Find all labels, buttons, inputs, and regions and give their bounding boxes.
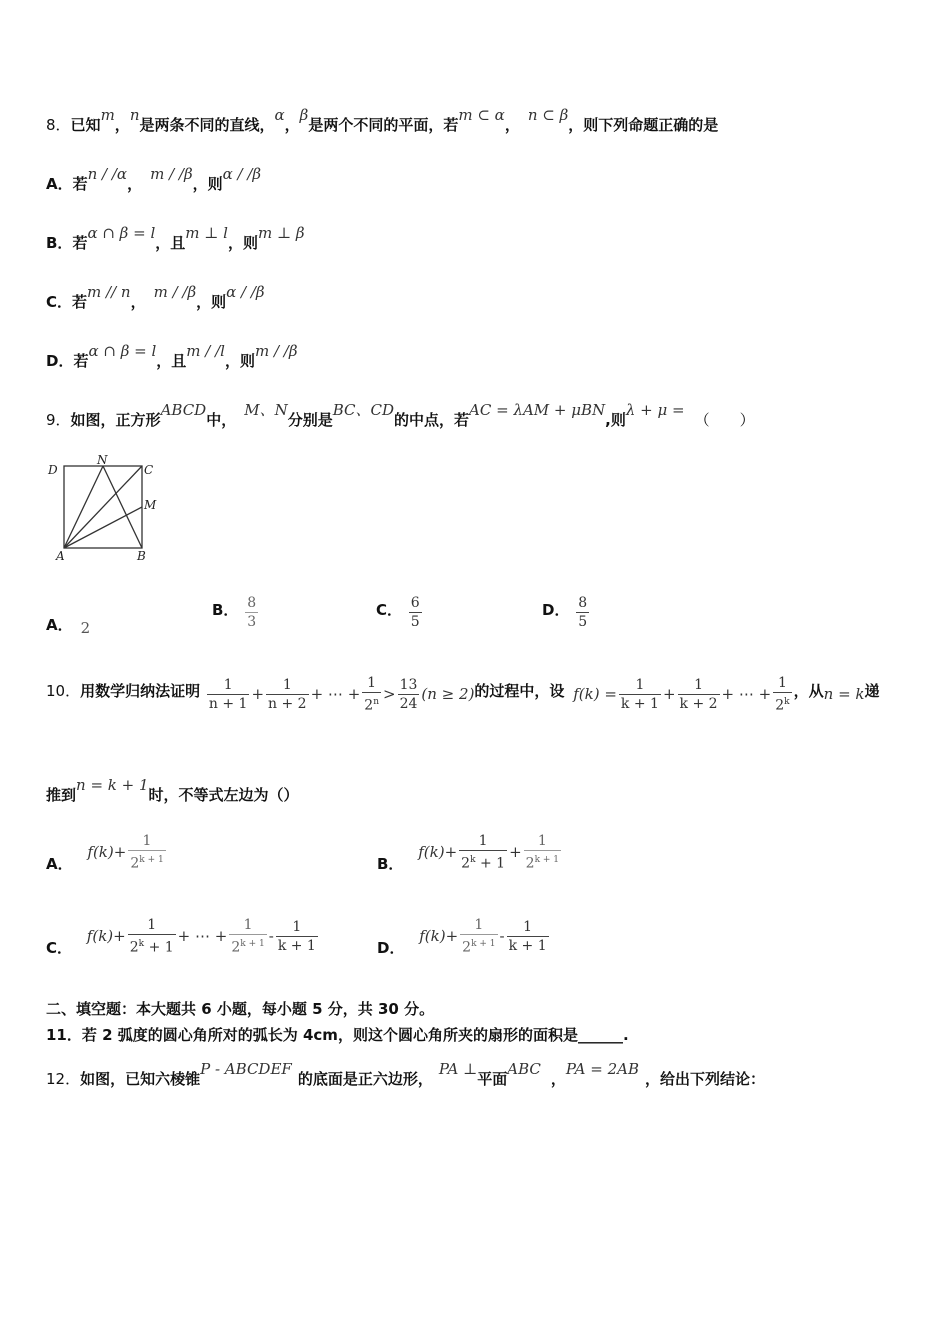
label-d: D <box>48 463 58 477</box>
segment-bn <box>103 466 142 548</box>
q10-option-c: C． f(k)+ $\frac{1}{2^k + 1}$ + ⋯ + $\frac{1}{2^{k + 1}}$ - $\frac{1}{k + 1}$ <box>46 917 316 957</box>
q9-option-d: D． $\frac{8}{5}$ <box>542 595 588 630</box>
q9-option-a: A． 2 <box>46 616 91 637</box>
q10-option-d: D． f(k)+ $\frac{1}{2^{k + 1}}$ - $\frac{1}{k + 1}$ <box>377 917 547 957</box>
label-n: N <box>97 453 108 467</box>
label-b: B <box>137 549 146 563</box>
q10-option-a: A． f(k)+ $\frac{1}{2^{k + 1}}$ <box>46 833 164 873</box>
square-figure <box>44 452 164 564</box>
q9-stem: 9．如图，正方形ABCD中，M、N分别是BC、CD的中点，若AC = λAM + μBN,则λ + μ =（ ） <box>46 401 755 429</box>
q10-stem-line2: 推到n = k + 1时，不等式左边为（） <box>46 776 299 804</box>
segment-an <box>64 466 103 548</box>
q8-stem: 8．已知m，n是两条不同的直线，α，β是两个不同的平面，若m ⊂ α，n ⊂ β，则下列命题正确的是 <box>46 106 719 134</box>
q11-stem: 11．若 2 弧度的圆心角所对的弧长为 4cm，则这个圆心角所夹的扇形的面积是______. <box>46 1026 629 1044</box>
q8-option-b: B．若α ∩ β = l，且m ⊥ l，则m ⊥ β <box>46 224 305 252</box>
q12-stem: 12．如图，已知六棱锥P - ABCDEF的底面是正六边形，PA ⊥平面ABC，PA = 2AB，给出下列结论： <box>46 1060 765 1088</box>
q8-option-c: C．若m // n，m / /β，则α / /β <box>46 283 265 311</box>
q9-option-b: B． $\frac{8}{3}$ <box>212 595 257 630</box>
label-c: C <box>144 463 154 477</box>
q9-option-c: C． $\frac{6}{5}$ <box>376 595 420 630</box>
q10-option-b: B． f(k)+ $\frac{1}{2^k + 1}$ + $\frac{1}{2^{k + 1}}$ <box>377 833 560 873</box>
label-a: A <box>56 549 65 563</box>
label-m: M <box>144 498 157 512</box>
section2-title: 二、填空题：本大题共 6 小题，每小题 5 分，共 30 分。 <box>46 1000 435 1018</box>
q8-option-a: A．若n / /α，m / /β，则α / /β <box>46 165 262 193</box>
q10-stem-line1: 10．用数学归纳法证明 $\frac{1}{n + 1}$ + $\frac{1}{n + 2}$ + ⋯ + $\frac{1}{2^n}$ > $\frac{13}{24}$ (n ≥ 2)的过程中，设 f(k) = $\frac{1}{k + 1}$ + $\frac{1}{k + 2}$ + ⋯ + $\frac{1}{2^k}$ ，从n = k递 <box>46 675 880 714</box>
segment-ac <box>64 466 142 548</box>
q8-option-d: D．若α ∩ β = l，且m / /l，则m / /β <box>46 342 298 370</box>
segment-am <box>64 507 142 548</box>
